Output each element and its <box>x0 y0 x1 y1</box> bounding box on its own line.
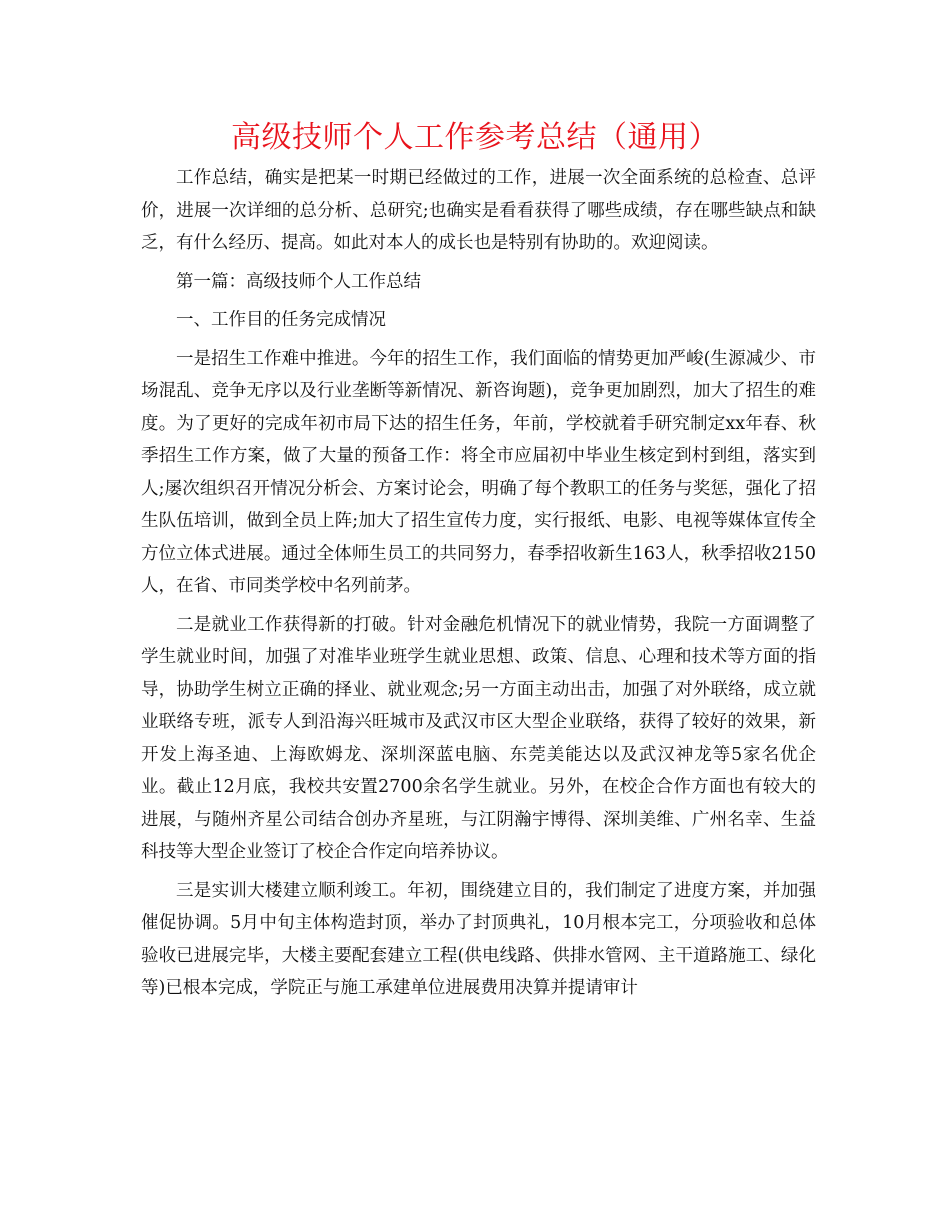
paragraph-enrollment: 一是招生工作难中推进。今年的招生工作，我们面临的情势更加严峻(生源减少、市场混乱、竞争无序以及行业垄断等新情况、新咨询题)，竞争更加剧烈，加大了招生的难度。为了更好的完成年初市局下达的招生任务，年前，学校就着手研究制定xx年春、秋季招生工作方案，做了大量的预备工作：将全市应届初中毕业生核定到村到组，落实到人;屡次组织召开情况分析会、方案讨论会，明确了每个教职工的任务与奖惩，强化了招生队伍培训，做到全员上阵;加大了招生宣传力度，实行报纸、电影、电视等媒体宣传全方位立体式进展。通过全体师生员工的共同努力，春季招收新生163人，秋季招收2150人，在省、市同类学校中名列前茅。 <box>141 348 816 596</box>
paragraph-training-building: 三是实训大楼建立顺利竣工。年初，围绕建立目的，我们制定了进度方案，并加强催促协调。5月中旬主体构造封顶，举办了封顶典礼，10月根本完工，分项验收和总体验收已进展完毕，大楼主要配套建立工程(供电线路、供排水管网、主干道路施工、绿化等)已根本完成，学院正与施工承建单位进展费用决算并提请审计 <box>141 880 816 998</box>
paragraph-employment: 二是就业工作获得新的打破。针对金融危机情况下的就业情势，我院一方面调整了学生就业时间，加强了对准毕业班学生就业思想、政策、信息、心理和技术等方面的指导，协助学生树立正确的择业、就业观念;另一方面主动出击，加强了对外联络，成立就业联络专班，派专人到沿海兴旺城市及武汉市区大型企业联络，获得了较好的效果，新开发上海圣迪、上海欧姆龙、深圳深蓝电脑、东莞美能达以及武汉神龙等5家名优企业。截止12月底，我校共安置2700余名学生就业。另外，在校企合作方面也有较大的进展，与随州齐星公司结合创办齐星班，与江阴瀚宇博得、深圳美维、广州名幸、生益科技等大型企业签订了校企合作定向培养协议。 <box>141 614 816 862</box>
paragraph-section-heading: 一、工作目的任务完成情况 <box>176 310 386 330</box>
document-title: 高级技师个人工作参考总结（通用） <box>231 120 719 155</box>
paragraph-intro: 工作总结，确实是把某一时期已经做过的工作，进展一次全面系统的总检查、总评价，进展一次详细的总分析、总研究;也确实是看看获得了哪些成绩，存在哪些缺点和缺乏，有什么经历、提高。如此对本人的成长也是特别有协助的。欢迎阅读。 <box>141 168 816 253</box>
document-body <box>141 162 816 1005</box>
paragraph-chapter-heading: 第一篇：高级技师个人工作总结 <box>176 271 421 292</box>
